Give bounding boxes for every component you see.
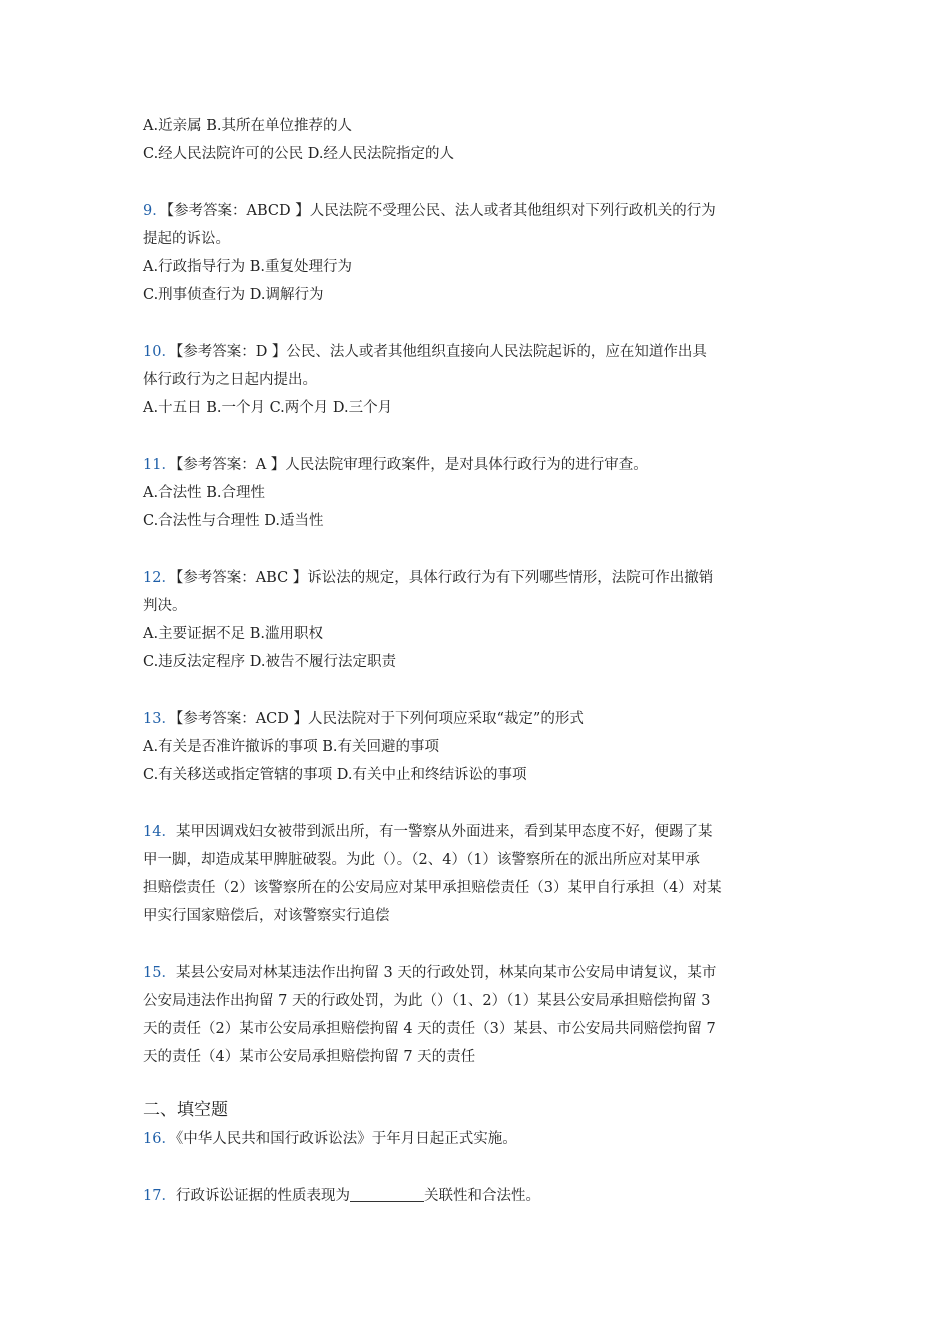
q9-number: 9．	[143, 203, 167, 219]
q15-line-3: 天的责任（2）某市公安局承担赔偿拘留 4 天的责任（3）某县、市公安局共同赔偿拘留 7	[143, 1021, 716, 1037]
q14-number: 14．	[143, 824, 176, 840]
q8-option-line-2: C.经人民法院许可的公民 D.经人民法院指定的人	[143, 146, 455, 162]
q14-text: 某甲因调戏妇女被带到派出所，有一警察从外面进来，看到某甲态度不好，便踢了某	[175, 824, 713, 840]
q15-number: 15．	[143, 965, 176, 981]
q9-text: 【参考答案：ABCD 】人民法院不受理公民、法人或者其他组织对下列行政机关的行为	[166, 203, 716, 219]
q17-answer-blank[interactable]	[350, 1187, 424, 1202]
q15-line-2: 公安局违法作出拘留 7 天的行政处罚，为此（）（1、2）（1）某县公安局承担赔偿拘留 3	[143, 993, 711, 1009]
q17-text-after: 关联性和合法性。	[423, 1188, 540, 1204]
q10-number: 10．	[143, 344, 176, 360]
q16-line	[143, 1125, 813, 1153]
q11-number: 11．	[143, 457, 176, 473]
q16-text: 《中华人民共和国行政诉讼法》于年月日起正式实施。	[175, 1131, 517, 1147]
q9-option-line-2: C.刑事侦查行为 D.调解行为	[143, 287, 324, 303]
q9-stem-line-1	[143, 197, 813, 225]
q10-stem-line-1	[143, 338, 813, 366]
section-heading-fill-in: 二、填空题	[143, 1100, 228, 1120]
q14-line-1	[143, 818, 813, 846]
q17-text-before: 行政诉讼证据的性质表现为	[175, 1188, 350, 1204]
q13-number: 13．	[143, 711, 176, 727]
q13-stem-line-1	[143, 705, 813, 733]
document-page	[143, 112, 813, 1210]
q8-option-line-1: A.近亲属 B.其所在单位推荐的人	[143, 118, 352, 134]
q14-line-2: 甲一脚，却造成某甲脾脏破裂。为此（）。（2、4）（1）该警察所在的派出所应对某甲承	[143, 852, 700, 868]
q13-text: 【参考答案：ACD 】人民法院对于下列何项应采取“裁定”的形式	[175, 711, 584, 727]
q17-line	[143, 1182, 813, 1210]
q12-stem-line-1	[143, 564, 813, 592]
q12-number: 12．	[143, 570, 176, 586]
q11-stem-line-1	[143, 451, 813, 479]
q9-option-line-1: A.行政指导行为 B.重复处理行为	[143, 259, 352, 275]
q17-number: 17．	[143, 1188, 176, 1204]
q9-stem-line-2: 提起的诉讼。	[143, 231, 230, 247]
q16-number: 16．	[143, 1131, 176, 1147]
q14-line-4: 甲实行国家赔偿后，对该警察实行追偿	[143, 908, 390, 924]
q12-text: 【参考答案：ABC 】诉讼法的规定，具体行政行为有下列哪些情形，法院可作出撤销	[175, 570, 714, 586]
q13-option-line-2: C.有关移送或指定管辖的事项 D.有关中止和终结诉讼的事项	[143, 767, 527, 783]
q12-option-line-1: A.主要证据不足 B.滥用职权	[143, 626, 323, 642]
q13-option-line-1: A.有关是否准许撤诉的事项 B.有关回避的事项	[143, 739, 439, 755]
q15-line-1	[143, 959, 813, 987]
q10-option-line-1: A.十五日 B.一个月 C.两个月 D.三个月	[143, 400, 393, 416]
q12-stem-line-2: 判决。	[143, 598, 187, 614]
q12-option-line-2: C.违反法定程序 D.被告不履行法定职责	[143, 654, 397, 670]
q15-line-4: 天的责任（4）某市公安局承担赔偿拘留 7 天的责任	[143, 1049, 476, 1065]
q15-text: 某县公安局对林某违法作出拘留 3 天的行政处罚，林某向某市公安局申请复议，某市	[175, 965, 717, 981]
q11-option-line-1: A.合法性 B.合理性	[143, 485, 265, 501]
q10-text: 【参考答案：D 】公民、法人或者其他组织直接向人民法院起诉的，应在知道作出具	[175, 344, 707, 360]
q10-stem-line-2: 体行政行为之日起内提出。	[143, 372, 317, 388]
q14-line-3: 担赔偿责任（2）该警察所在的公安局应对某甲承担赔偿责任（3）某甲自行承担（4）对某	[143, 880, 722, 896]
q11-text: 【参考答案：A 】人民法院审理行政案件，是对具体行政行为的进行审查。	[175, 457, 648, 473]
q11-option-line-2: C.合法性与合理性 D.适当性	[143, 513, 324, 529]
